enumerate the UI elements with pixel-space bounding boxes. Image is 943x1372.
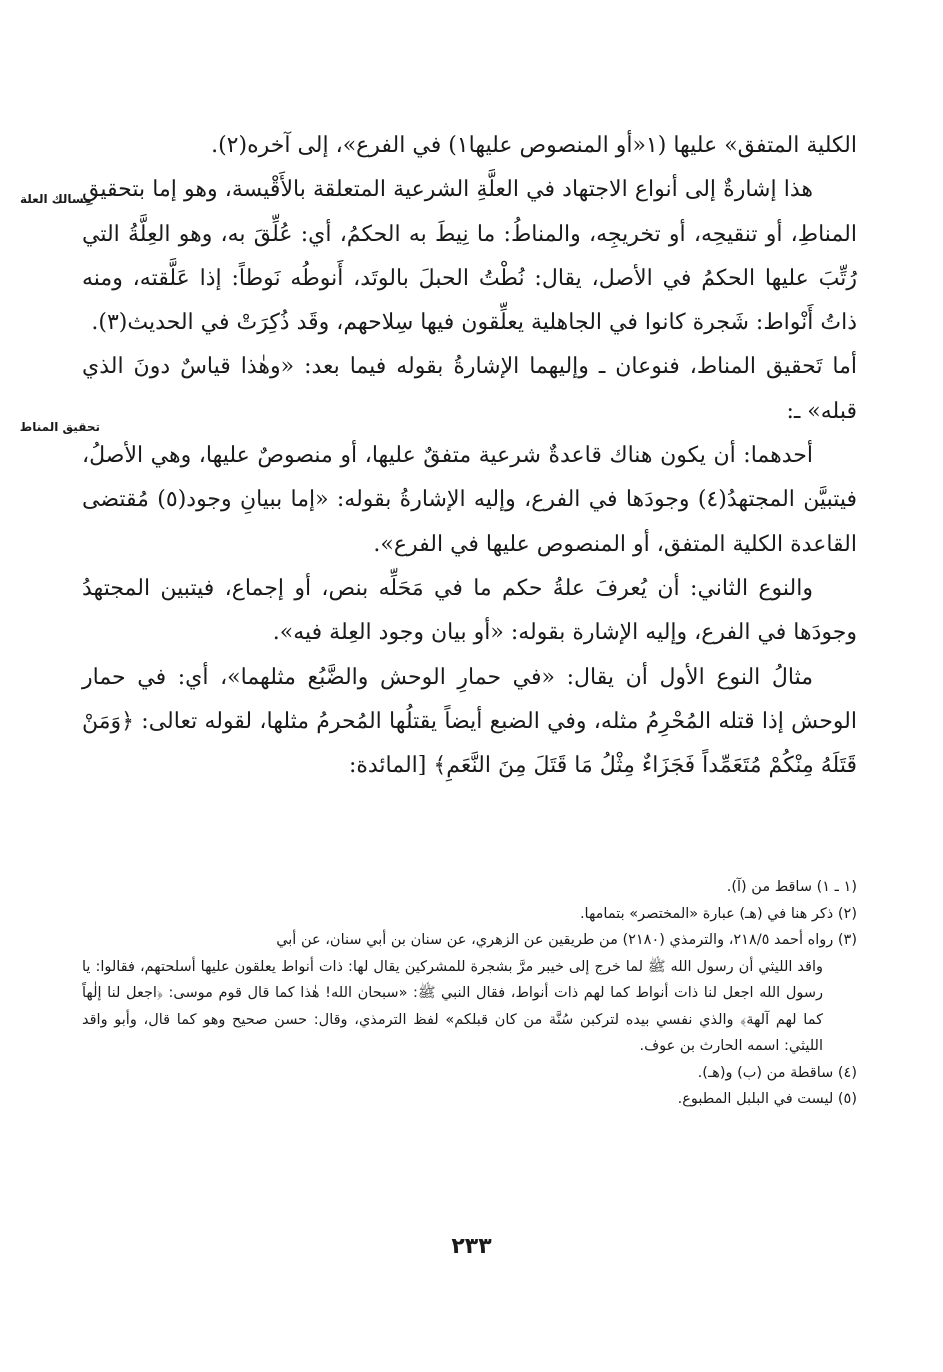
paragraph-5: والنوع الثاني: أن يُعرفَ علةُ حكم ما في مَحَلِّه بنص، أو إجماع، فيتبين المجتهدُ وجودَها في الفرع، وإليه الإشارة بقوله: «أو بيان وجود العِلة فيه». <box>82 575 857 646</box>
footnote-3-continuation: واقد الليثي أن رسول الله ﷺ لما خرج إلى خيبر مرَّ بشجرة للمشركين يقال لها: ذات أنواط يعلقون عليها أسلحتهم، فقالوا: يا رسول الله اجعل لنا ذات أنواط كما لهم ذات أنواط، فقال النبي ﷺ: «سبحان الله! هٰذا كما قال قوم موسى: ﴿اجعل لنا إلٰهاً كما لهم آلهة﴾ والذي نفسي بيده لتركبن سُنَّة من كان قبلكم» لفظ الترمذي، وقال: حسن صحيح وهو كما قال، وأبو واقد الليثي: اسمه الحارث بن عوف. <box>82 958 823 1054</box>
footnotes-section <box>82 874 857 1113</box>
page-number: ٢٣٣ <box>451 1234 492 1259</box>
footnote-5: (٥) ليست في البلبل المطبوع. <box>677 1091 857 1107</box>
main-text-body <box>82 124 857 788</box>
paragraph-6: مثالُ النوع الأول أن يقال: «في حمارِ الوحش والضَّبُع مثلهما»، أي: في حمار الوحش إذا قتله المُحْرِمُ مثله، وفي الضبع أيضاً يقتلُها المُحرمُ مثلها، لقوله تعالى: ﴿وَمَنْ قَتَلَهُ مِنْكُمْ مُتَعَمِّداً فَجَزَاءٌ مِثْلُ مَا قَتَلَ مِنَ النَّعَمِ﴾ [المائدة: <box>82 664 857 779</box>
footnote-2: (٢) ذكر هنا في (هـ) عبارة «المختصر» بتمامها. <box>579 905 857 922</box>
paragraph-2: هذا إشارةٌ إلى أنواع الاجتهاد في العلَّةِ الشرعية المتعلقة بالأَقْيسة، وهو إما بتحقيقِ المناطِ، أو تنقيحِه، أو تخريجِه، والمناطُ: ما نِيطَ به الحكمُ، أي: عُلِّقَ به، وهو العِلَّةُ التي رُتِّبَ عليها الحكمُ في الأصل، يقال: نُطْتُ الحبلَ بالوتَد، أَنوطُه نَوطاً: إذا عَلَّقته، ومنه ذاتُ أَنْواط: شَجرة كانوا في الجاهلية يعلِّقون فيها سِلاحهم، وقَد ذُكِرَتْ في الحديث(٣). <box>82 177 857 336</box>
margin-note-masalik: مسالك العلة <box>20 192 92 206</box>
paragraph-3: أما تَحقيق المناط، فنوعان ـ وإليهما الإشارةُ بقوله فيما بعد: «وهٰذا قياسٌ دونَ الذي قبله» ـ: <box>82 354 857 424</box>
paragraph-4: أحدهما: أن يكون هناك قاعدةٌ شرعية متفقٌ عليها، أو منصوصٌ عليها، وهي الأصلُ، فيتبيَّن المجتهدُ(٤) وجودَها في الفرع، وإليه الإشارةُ بقوله: «إما ببيانِ وجود(٥) مُقتضى القاعدة الكلية المتفق، أو المنصوص عليها في الفرع». <box>82 443 858 557</box>
footnote-1: (١ ـ ١) ساقط من (آ). <box>726 879 857 895</box>
margin-note-tahqiq: تحقيق المناط <box>19 420 100 434</box>
footnote-4: (٤) ساقطة من (ب) و(هـ). <box>697 1064 857 1081</box>
paragraph-1: الكلية المتفق» عليها (١«أو المنصوص عليها١) في الفرع»، إلى آخره(٢). <box>211 133 857 158</box>
footnote-3-first-line: (٣) رواه أحمد ٢١٨/٥، والترمذي (٢١٨٠) من طريقين عن الزهري، عن سنان بن أبي سنان، عن أبي <box>276 932 857 948</box>
